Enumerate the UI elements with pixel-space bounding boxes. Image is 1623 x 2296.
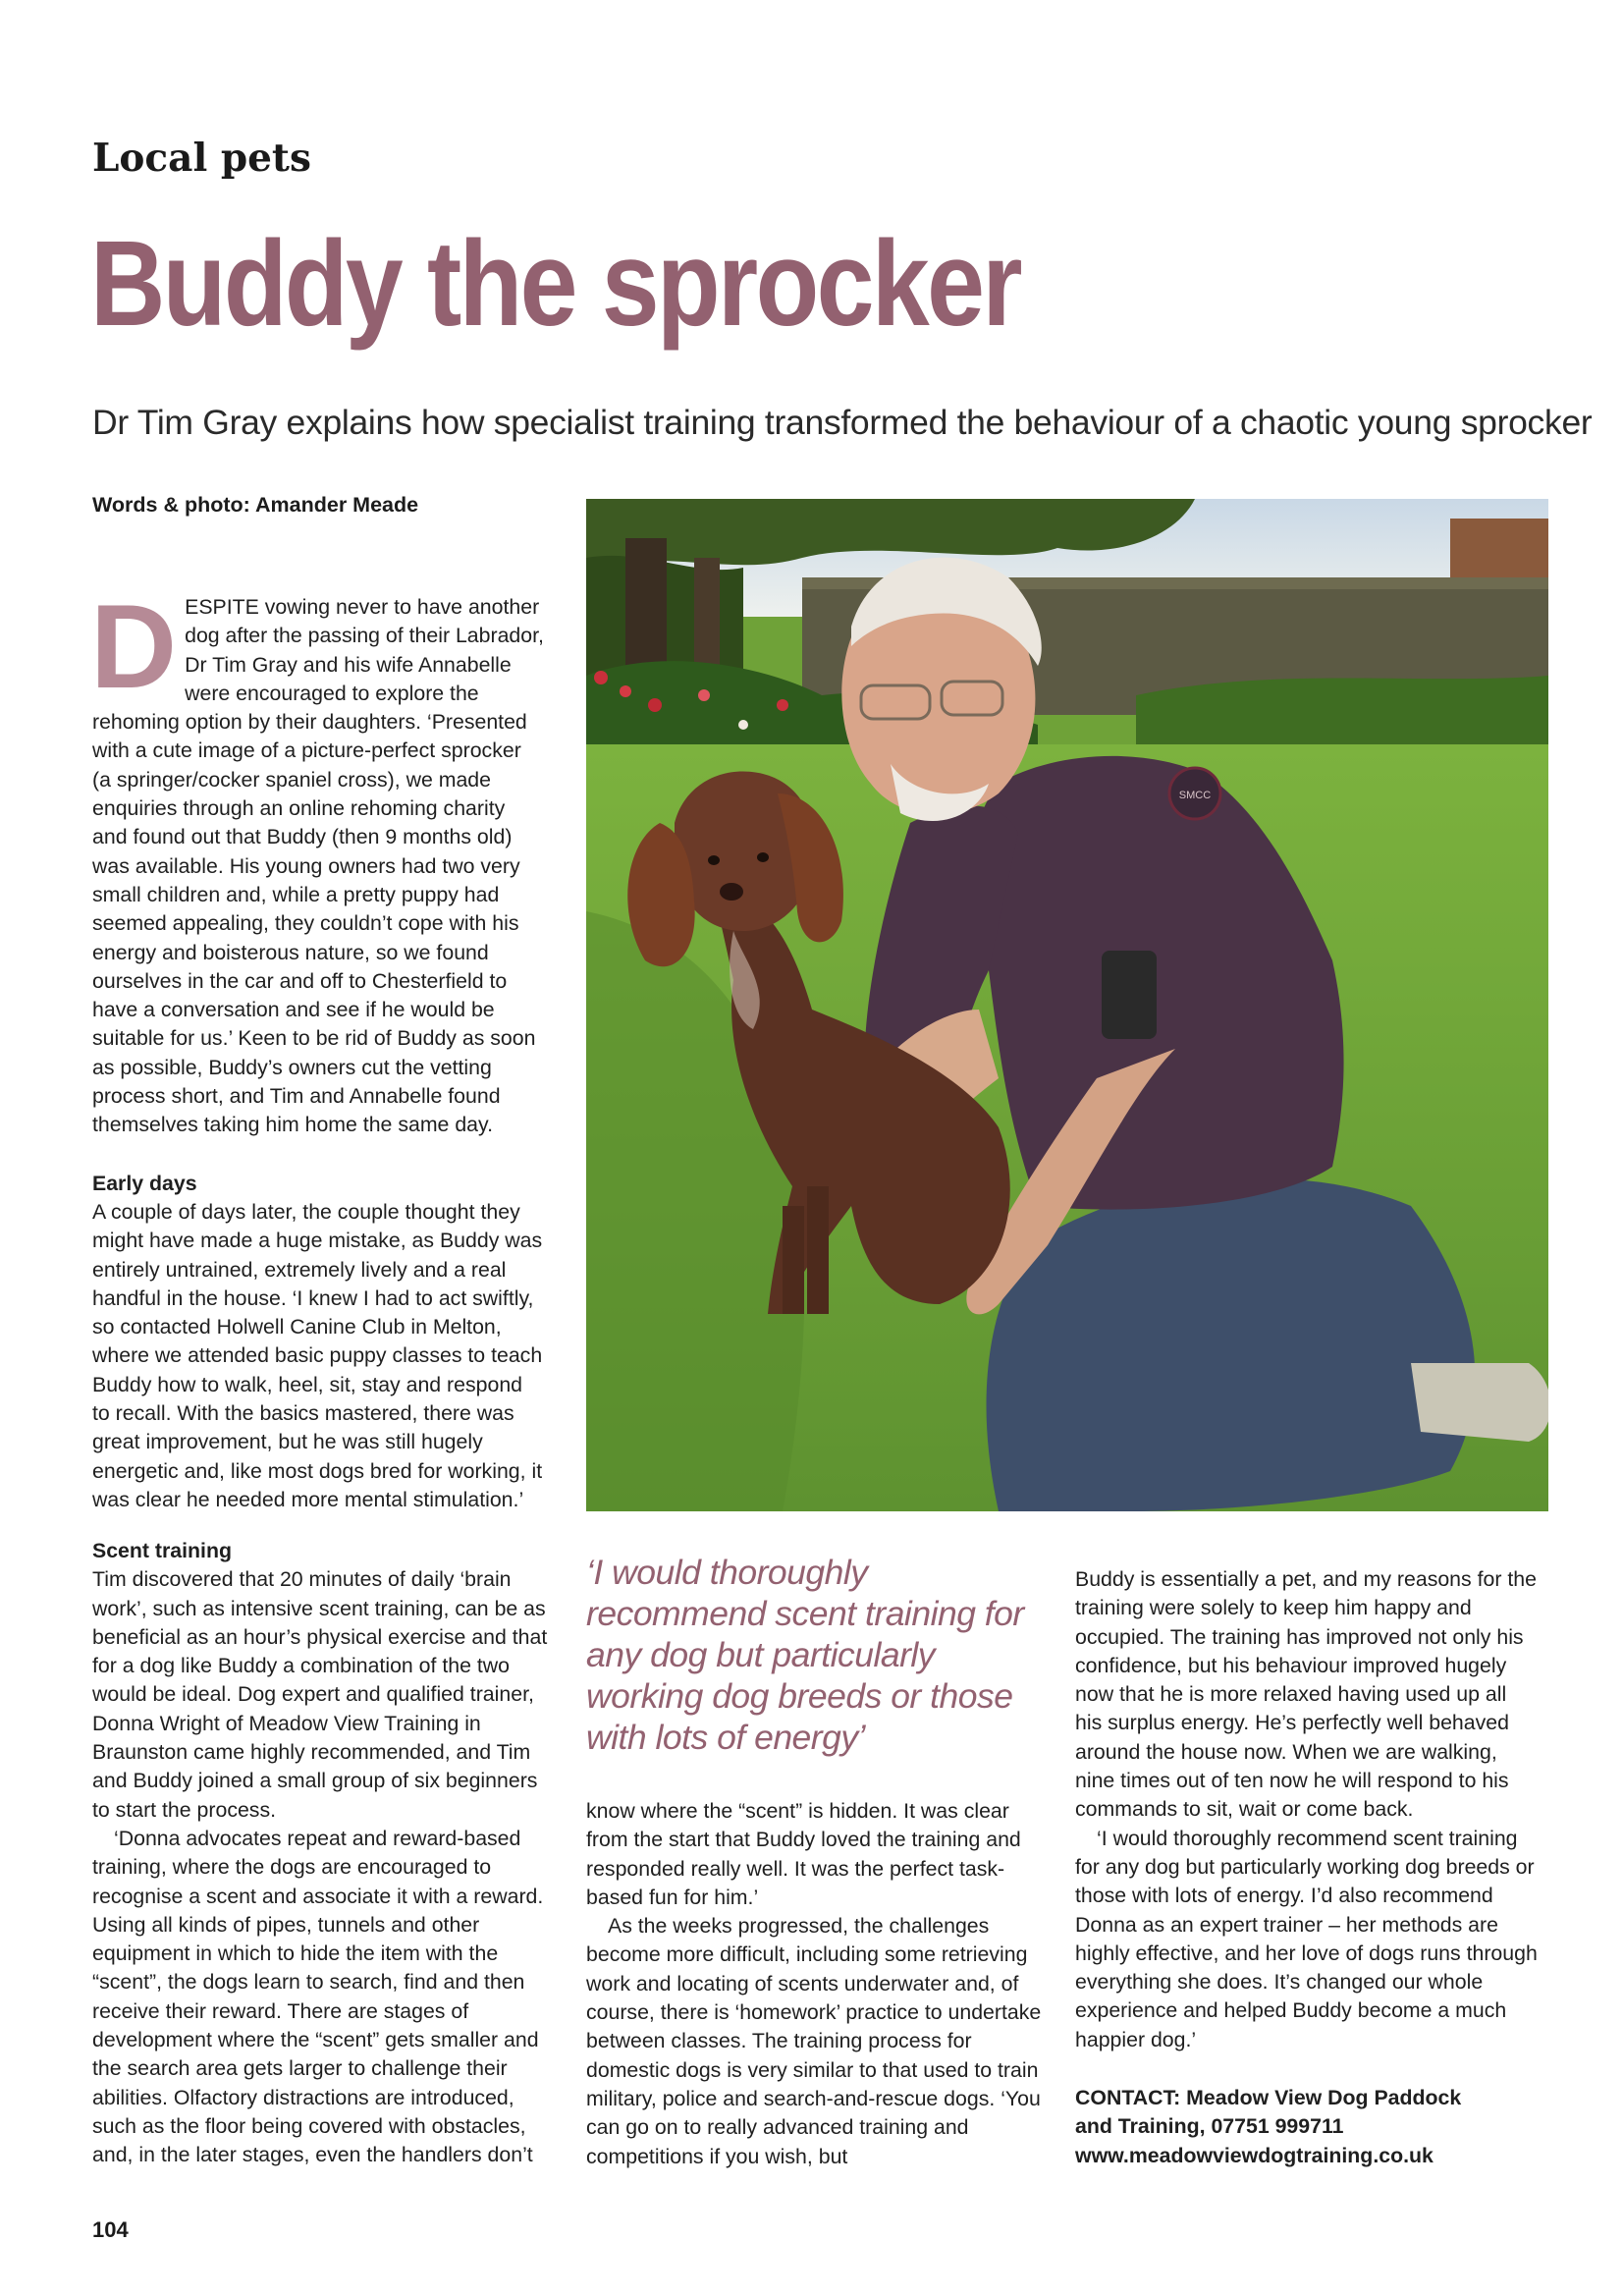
pull-quote: ‘I would thoroughly recommend scent training for any dog but particularly working dog breeds or those with lots of energy’ [586,1553,1024,1757]
standfirst: Dr Tim Gray explains how specialist training transformed the behaviour of a chaotic young sprocker [92,403,1593,442]
contact-block [1075,2084,1539,2170]
intro-paragraph [90,579,544,1140]
section-label: Local pets [92,136,311,181]
subheading-scent-training: Scent training [92,1539,232,1562]
subheading-early-days: Early days [92,1171,197,1195]
photo-dog-leg [807,1186,829,1314]
article-column-3 [1075,1565,1539,2170]
article-column-2 [586,1797,1048,2171]
contact-line-1: CONTACT: Meadow View Dog Paddock [1075,2086,1462,2110]
drop-cap: D [90,579,178,713]
article-column-1 [90,579,544,1514]
photo-man-trousers [987,1178,1476,1511]
scent-paragraph-1: Tim discovered that 20 minutes of daily ‘brain work’, such as intensive scent training, can be as beneficial as an hour’s physical exercise and that for a dog like Buddy a combination of the two would be ideal. Dog expert and qualified trainer, Donna Wright of Meadow View Training in Braunston came highly recommended, and Tim and Buddy joined a small group of six beginners to start the process. [92,1567,548,1822]
col3-paragraph-1: Buddy is essentially a pet, and my reasons for the training were solely to keep him happy and occupied. The training has improved not only his confidence, but his behaviour improved hugely now that he is more relaxed having used up all his surplus energy. He’s perfectly well behaved around the house now. When we are walking, nine times out of ten now he will respond to his commands to sit, wait or come back. [1075,1567,1537,1822]
byline: Words & photo: Amander Meade [92,493,419,517]
article-column-1-lower [92,1537,554,2170]
scent-paragraph-2: ‘Donna advocates repeat and reward-based training, where the dogs are encouraged to recognise a scent and associate it with a reward. Using all kinds of pipes, tunnels and other equipment in which to hide the item with the “scent”, the dogs learn to search, find and then receive their reward. There are stages of development where the “scent” gets smaller and the search area gets larger to challenge their abilities. Olfactory distractions are introduced, such as the floor being covered with obstacles, and, in the later stages, even the handlers don’t [92,1826,544,2167]
contact-line-2: and Training, 07751 999711 [1075,2114,1344,2139]
intro-text: ESPITE vowing never to have another dog after the passing of their Labrador, Dr Tim Gray and his wife Annabelle were encouraged to explore the rehoming option by their daughters. ‘Presented with a cute image of a picture-perfect sprocker (a springer/cocker spaniel cross), we made enquiries through an online rehoming charity and found out that Buddy (then 9 months old) was available. His young owners had two very small children and, while a pretty puppy had seemed appealing, they couldn’t cope with his energy and boisterous nature, so we found ourselves in the car and off to Chesterfield to have a conversation and see if he would be suitable for us.’ Keen to be rid of Buddy as soon as possible, Buddy’s owners cut the vetting process short, and Tim and Annabelle found themselves taking him home the same day. [92,595,544,1137]
col2-paragraph-1: know where the “scent” is hidden. It was clear from the start that Buddy loved the training and responded really well. It was the perfect task-based fun for him.’ [586,1799,1021,1909]
page-number: 104 [92,2217,129,2242]
photo-shirt-badge: SMCC [1178,790,1212,801]
early-days-paragraph: A couple of days later, the couple thought they might have made a huge mistake, as Buddy was entirely untrained, extremely lively and a real handful in the house. ‘I knew I had to act swiftly, so contacted Holwell Canine Club in Melton, where we attended basic puppy classes to teach Buddy how to walk, heel, sit, stay and respond to recall. With the basics mastered, there was great improvement, but he was still hugely energetic and, like most dogs bred for working, it was clear he needed more mental stimulation.’ [92,1199,543,1511]
contact-website-link[interactable]: www.meadowviewdogtraining.co.uk [1075,2143,1434,2167]
article-photo [586,499,1548,1511]
headline: Buddy the sprocker [90,217,1020,352]
col3-paragraph-2: ‘I would thoroughly recommend scent training for any dog but particularly working dog breeds or those with lots of energy. I’d also recommend Donna as an expert trainer – her methods are highly effective, and her love of dogs runs through everything she does. It’s changed our whole experience and helped Buddy become a much happier dog.’ [1075,1826,1538,2051]
col2-paragraph-2: As the weeks progressed, the challenges become more difficult, including some retrieving work and locating of scents underwater and, of course, there is ‘homework’ practice to undertake between classes. The training process for domestic dogs is very similar to that used to train military, police and search-and-rescue dogs. ‘You can go on to really advanced training and competitions if you wish, but [586,1914,1042,2168]
